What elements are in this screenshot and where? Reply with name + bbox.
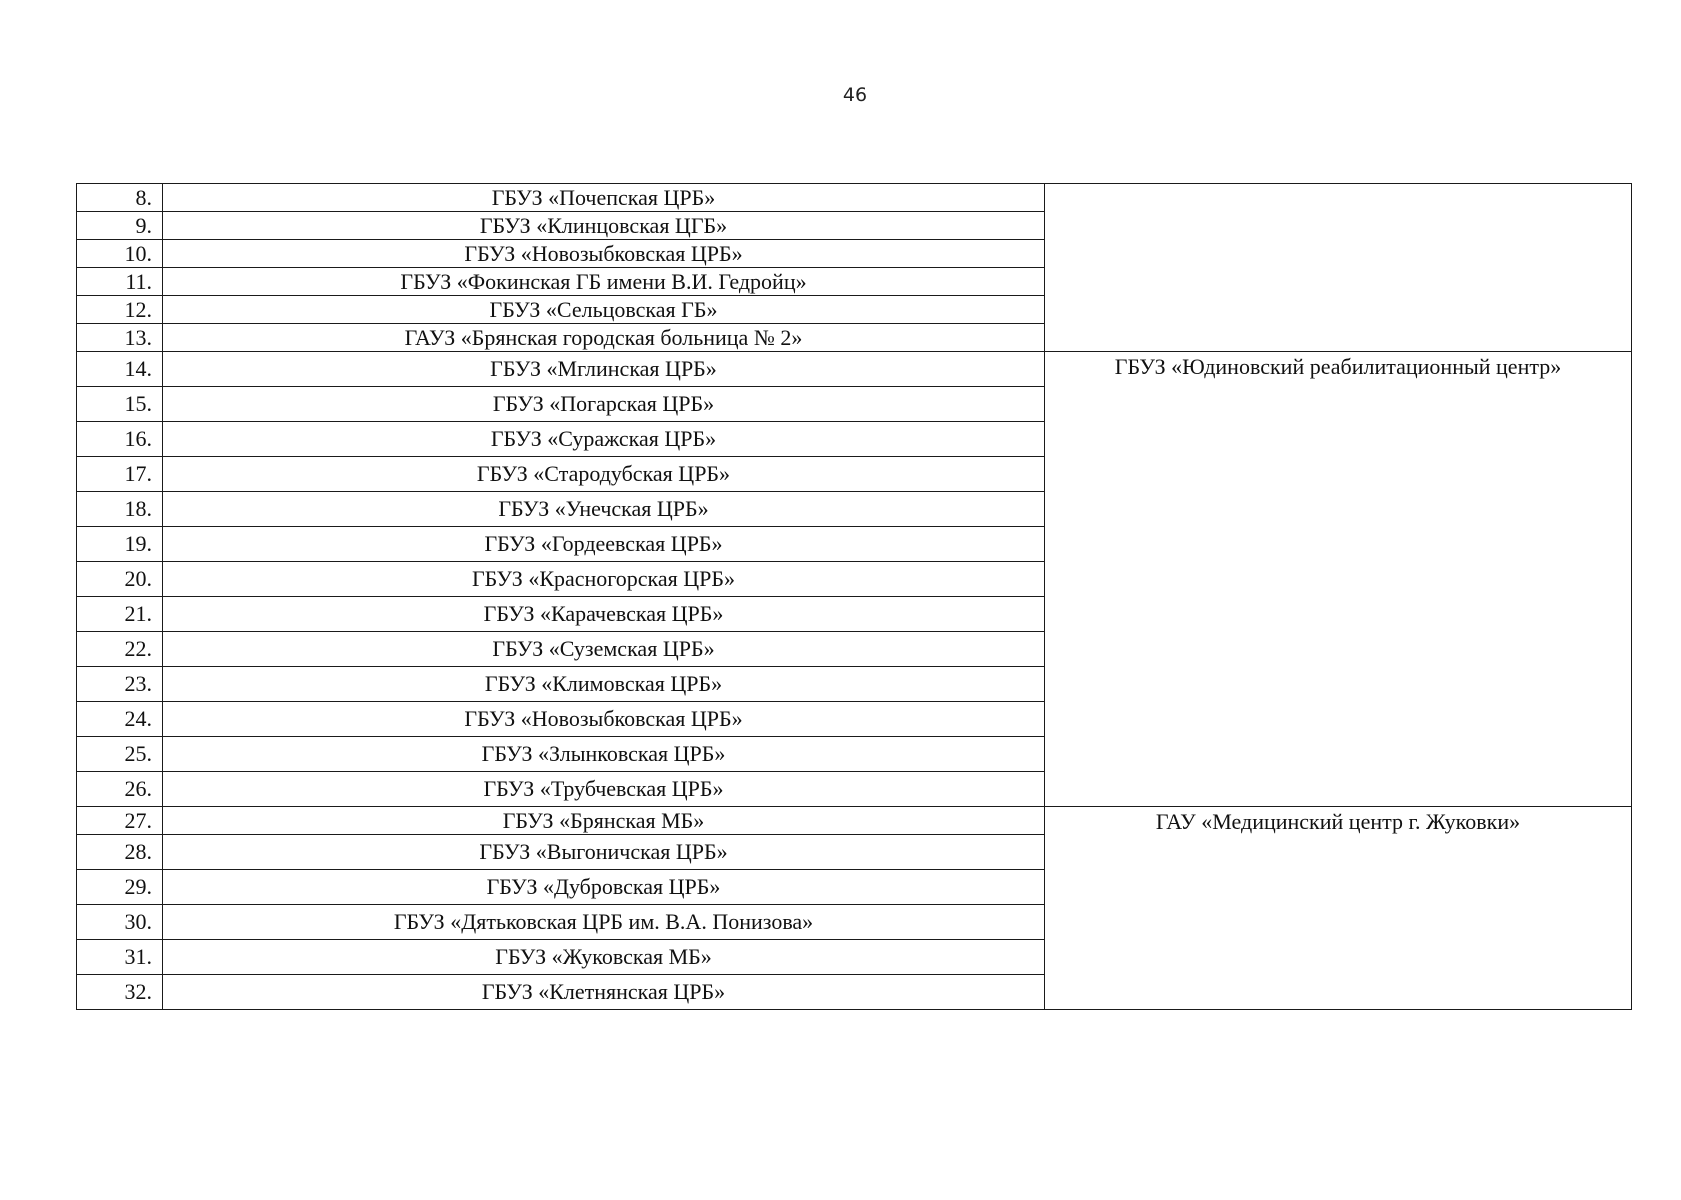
table-row [77,807,1632,835]
hospital-name: ГБУЗ «Дубровская ЦРБ» [163,870,1045,905]
row-number: 25. [77,737,163,772]
row-number: 18. [77,492,163,527]
row-number: 17. [77,457,163,492]
row-number: 27. [77,807,163,835]
hospital-table [76,183,1632,1010]
row-number: 14. [77,352,163,387]
row-number: 20. [77,562,163,597]
table-row [77,184,1632,212]
hospital-name: ГБУЗ «Погарская ЦРБ» [163,387,1045,422]
hospital-name: ГАУЗ «Брянская городская больница № 2» [163,324,1045,352]
hospital-name: ГБУЗ «Жуковская МБ» [163,940,1045,975]
row-number: 31. [77,940,163,975]
hospital-name: ГБУЗ «Унечская ЦРБ» [163,492,1045,527]
hospital-name: ГБУЗ «Выгоничская ЦРБ» [163,835,1045,870]
page-number: 46 [842,84,868,106]
row-number: 26. [77,772,163,807]
hospital-name: ГБУЗ «Новозыбковская ЦРБ» [163,702,1045,737]
row-number: 16. [77,422,163,457]
hospital-name: ГБУЗ «Клетнянская ЦРБ» [163,975,1045,1010]
row-number: 24. [77,702,163,737]
row-number: 9. [77,212,163,240]
row-number: 10. [77,240,163,268]
row-number: 15. [77,387,163,422]
hospital-name: ГБУЗ «Фокинская ГБ имени В.И. Гедройц» [163,268,1045,296]
hospital-name: ГБУЗ «Дятьковская ЦРБ им. В.А. Понизова» [163,905,1045,940]
hospital-name: ГБУЗ «Климовская ЦРБ» [163,667,1045,702]
hospital-name: ГБУЗ «Трубчевская ЦРБ» [163,772,1045,807]
row-number: 19. [77,527,163,562]
hospital-name: ГБУЗ «Клинцовская ЦГБ» [163,212,1045,240]
row-number: 13. [77,324,163,352]
row-number: 21. [77,597,163,632]
table-row [77,352,1632,387]
hospital-name: ГБУЗ «Карачевская ЦРБ» [163,597,1045,632]
rehab-center-cell [1045,184,1632,352]
row-number: 30. [77,905,163,940]
hospital-name: ГБУЗ «Злынковская ЦРБ» [163,737,1045,772]
row-number: 23. [77,667,163,702]
row-number: 32. [77,975,163,1010]
row-number: 29. [77,870,163,905]
row-number: 11. [77,268,163,296]
rehab-center-cell: ГАУ «Медицинский центр г. Жуковки» [1045,807,1632,1010]
hospital-name: ГБУЗ «Брянская МБ» [163,807,1045,835]
hospital-name: ГБУЗ «Почепская ЦРБ» [163,184,1045,212]
hospital-name: ГБУЗ «Новозыбковская ЦРБ» [163,240,1045,268]
row-number: 28. [77,835,163,870]
hospital-name: ГБУЗ «Суземская ЦРБ» [163,632,1045,667]
hospital-name: ГБУЗ «Стародубская ЦРБ» [163,457,1045,492]
row-number: 12. [77,296,163,324]
hospital-name: ГБУЗ «Красногорская ЦРБ» [163,562,1045,597]
hospital-name: ГБУЗ «Сельцовская ГБ» [163,296,1045,324]
rehab-center-cell: ГБУЗ «Юдиновский реабилитационный центр» [1045,352,1632,807]
row-number: 8. [77,184,163,212]
hospital-name: ГБУЗ «Мглинская ЦРБ» [163,352,1045,387]
hospital-name: ГБУЗ «Гордеевская ЦРБ» [163,527,1045,562]
hospital-name: ГБУЗ «Суражская ЦРБ» [163,422,1045,457]
row-number: 22. [77,632,163,667]
